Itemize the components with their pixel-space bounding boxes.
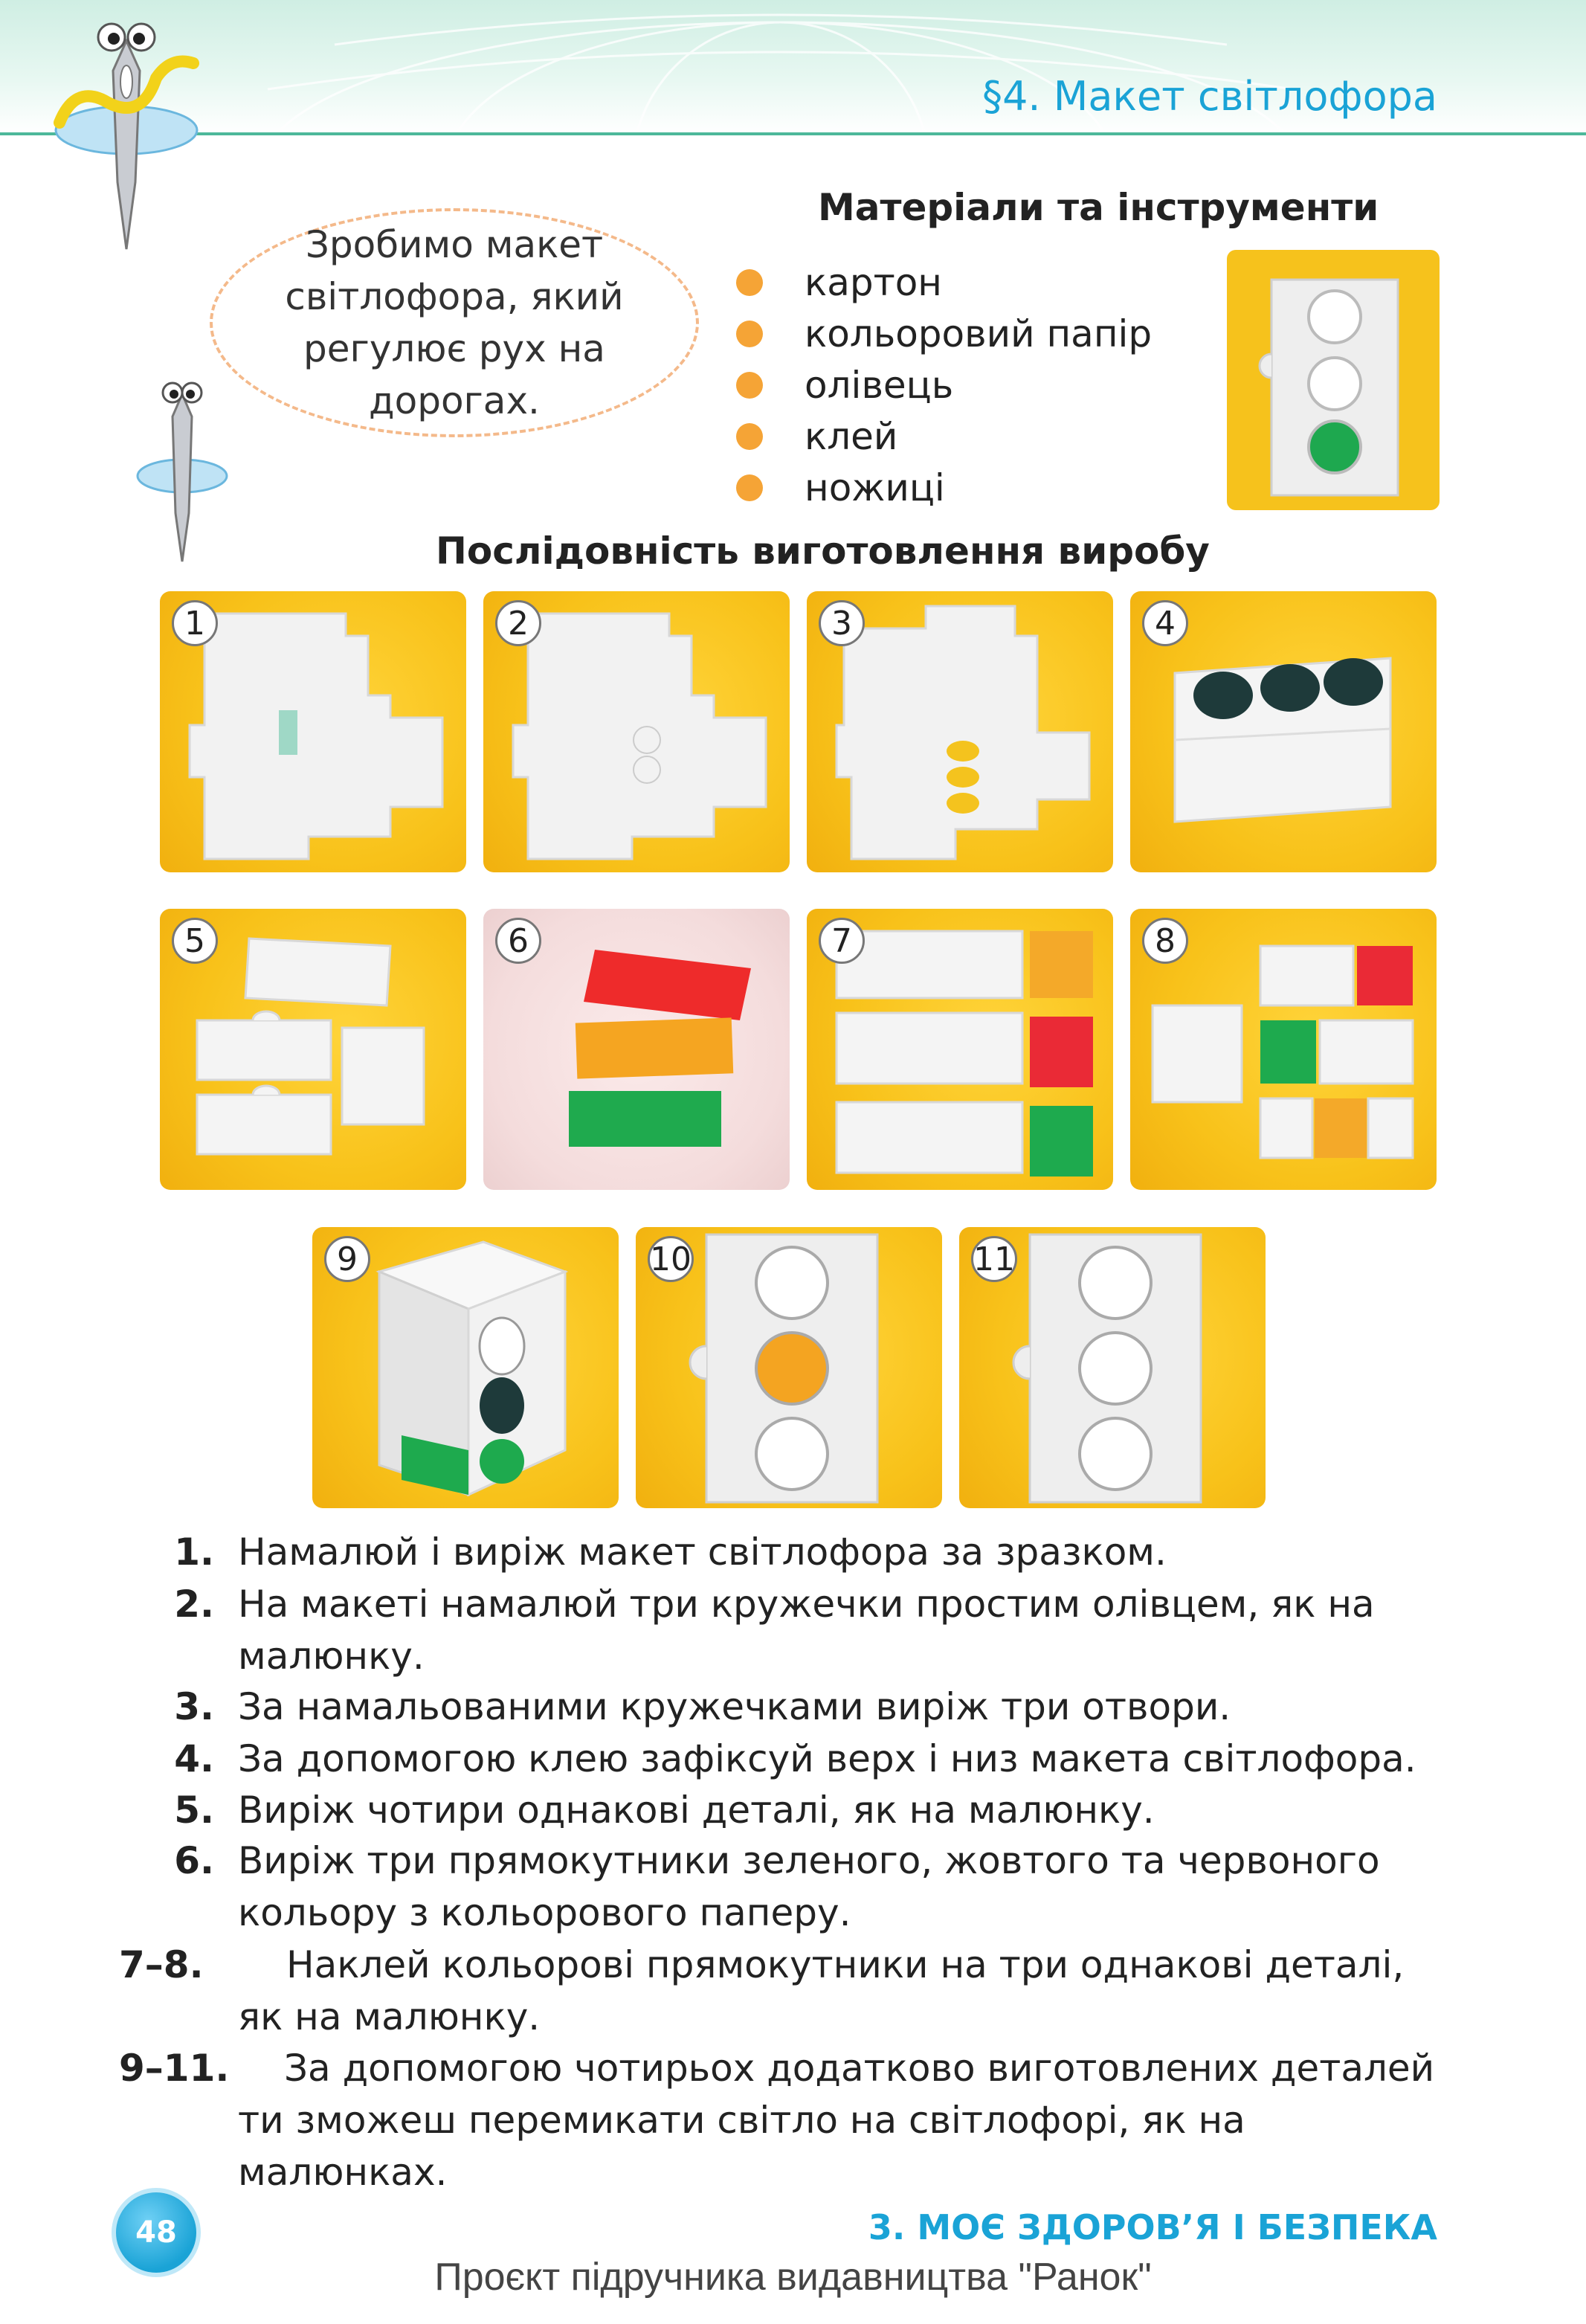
step-number-badge: 8 <box>1142 918 1188 964</box>
step-number-badge: 9 <box>324 1236 370 1282</box>
speech-bubble <box>210 208 699 437</box>
list-item: олівець <box>736 359 1152 411</box>
step-photo-7 <box>807 909 1113 1190</box>
bullet-icon <box>736 423 763 450</box>
step-number-badge: 7 <box>819 918 865 964</box>
step-photo-8 <box>1130 909 1437 1190</box>
step-number-badge: 4 <box>1142 600 1188 646</box>
speech-bubble-text: Зробимо макет світлофора, який регулює рух на дорогах. <box>285 223 624 422</box>
page-number-badge: 48 <box>112 2188 201 2277</box>
step-number-badge: 1 <box>172 600 218 646</box>
step-number-badge: 3 <box>819 600 865 646</box>
footer-note: Проєкт підручника видавництва "Ранок" <box>434 2256 1152 2299</box>
step-photo-1 <box>160 591 466 872</box>
step-number-badge: 2 <box>495 600 541 646</box>
small-needle-mascot-icon <box>134 379 238 565</box>
step-photo-6 <box>483 909 790 1190</box>
list-item: ножиці <box>736 462 1152 513</box>
materials-title: Матеріали та інструменти <box>818 186 1379 229</box>
finished-traffic-light-photo <box>1227 250 1440 510</box>
list-item: картон <box>736 257 1152 308</box>
sequence-title: Послідовність виготовлення виробу <box>436 530 1210 573</box>
chapter-title: 3. МОЄ ЗДОРОВ’Я І БЕЗПЕКА <box>868 2207 1437 2247</box>
step-number-badge: 10 <box>648 1236 694 1282</box>
step-number-badge: 6 <box>495 918 541 964</box>
step-photo-11 <box>959 1227 1266 1508</box>
step-number-badge: 5 <box>172 918 218 964</box>
bullet-icon <box>736 474 763 501</box>
section-title: §4. Макет світлофора <box>982 73 1437 120</box>
list-item: кольоровий папір <box>736 308 1152 359</box>
step-photo-10 <box>636 1227 942 1508</box>
bullet-icon <box>736 321 763 347</box>
materials-list <box>736 257 1152 513</box>
step-photo-9 <box>312 1227 619 1508</box>
step-number-badge: 11 <box>971 1236 1017 1282</box>
needle-mascot-icon <box>45 11 208 257</box>
step-photo-2 <box>483 591 790 872</box>
bullet-icon <box>736 269 763 296</box>
step-photo-3 <box>807 591 1113 872</box>
header-divider <box>0 132 1586 135</box>
step-photo-4 <box>1130 591 1437 872</box>
step-photo-5 <box>160 909 466 1190</box>
bullet-icon <box>736 372 763 399</box>
list-item: клей <box>736 411 1152 462</box>
